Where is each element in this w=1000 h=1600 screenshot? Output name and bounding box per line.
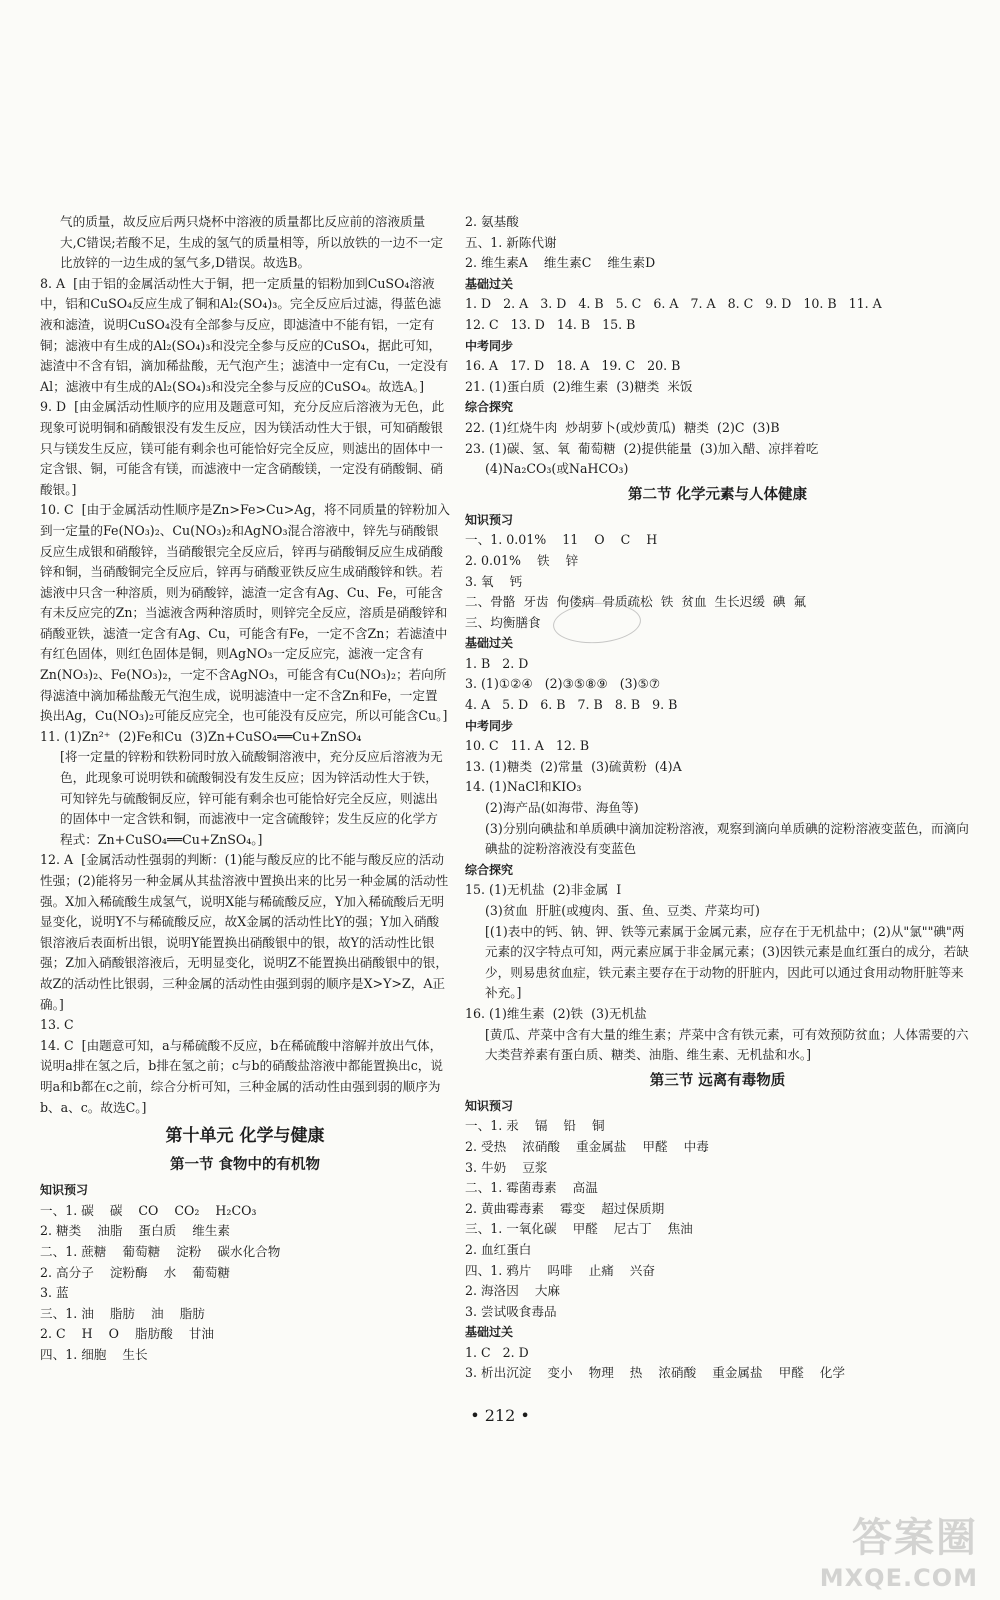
answer-line: 2. 糖类 油脂 蛋白质 维生素 <box>40 1223 230 1239</box>
answer-line: 2. C H O 脂肪酸 甘油 <box>40 1326 214 1342</box>
answer-line: 4. A 5. D 6. B 7. B 8. B 9. B <box>465 697 678 713</box>
answer-line: 2. 血红蛋白 <box>465 1241 532 1257</box>
answer-line: 1. D 2. A 3. D 4. B 5. C 6. A 7. A 8. C 9. D 10. B 11. A <box>465 296 882 312</box>
subsection-label: 基础过关 <box>465 636 514 651</box>
explanation-text: (3)分别向碘盐和单质碘中滴加淀粉溶液，观察到滴向单质碘的淀粉溶液变蓝色，而滴向碘盐的淀粉溶液没有变蓝色 <box>485 820 969 857</box>
answer-line: 一、1. 0.01% 11 O C H <box>465 532 658 548</box>
answer-line: 2. 受热 浓硝酸 重金属盐 甲醛 中毒 <box>465 1138 709 1154</box>
subsection-label: 基础过关 <box>465 1325 514 1340</box>
answer-line: 2. 0.01% 铁 锌 <box>465 552 579 568</box>
answer-line: 3. 牛奶 豆浆 <box>465 1159 548 1175</box>
watermark-en: MXQE.COM <box>819 1564 978 1592</box>
answer-line: 二、1. 霉菌毒素 高温 <box>465 1180 598 1196</box>
answer-line: 3. 析出沉淀 变小 物理 热 浓硝酸 重金属盐 甲醛 化学 <box>465 1365 845 1381</box>
subsection-label: 综合探究 <box>465 400 514 415</box>
answer-line: 23. (1)碳、氢、氧 葡萄糖 (2)提供能量 (3)加入醋、凉拌着吃 <box>465 440 819 456</box>
section-title: 第三节 远离有毒物质 <box>649 1072 786 1089</box>
answer-line: 2. 氨基酸 <box>465 214 519 229</box>
subsection-label: 知识预习 <box>465 512 514 527</box>
answer-line: 3. 蓝 <box>40 1285 69 1301</box>
answer-line: 12. A [金属活动性强弱的判断：(1)能与酸反应的比不能与酸反应的活动性强；(2)能将另一种金属从其盐溶液中置换出来的比另一种金属的活动性强。X加入稀硫酸生成氢气，说明X能与稀硫酸反应，Y加入稀硫酸后无明显变化，说明Y不与稀硫酸反应，故X金属的活动性比Y的强；Y加入硝酸银溶液后表面析出银，说明Y能置换出硝酸银中的银，故Y的活动性比银强；Z加入硝酸银溶液后，无明显变化，说明Z不能置换出硝酸银中的银，故Z的活动性比银弱，三种金属的活动性由强到弱的顺序是X>Y>Z，A正确。] <box>40 852 449 1012</box>
answer-line: 8. A [由于铝的金属活动性大于铜，把一定质量的铝粉加到CuSO₄溶液中，铝和CuSO₄反应生成了铜和Al₂(SO₄)₃。完全反应后过滤，得蓝色滤液和滤渣，说明CuSO₄没有全部参与反应，即滤渣中不能有铝，一定有铜；滤液中有生成的Al₂(SO₄)₃和没完全参与反应的CuSO₄，据此可知，滤渣中不含有铝，滴加稀盐酸，无气泡产生；滤渣中一定有Cu，一定没有Al；滤液中有生成的Al₂(SO₄)₃和没完全参与反应的CuSO₄。故选A。] <box>40 275 449 394</box>
answer-line: 3. (1)①②④ (2)③⑤⑧⑨ (3)⑤⑦ <box>465 676 661 692</box>
answer-line: 2. 黄曲霉毒素 霉变 超过保质期 <box>465 1200 665 1216</box>
answer-line: 21. (1)蛋白质 (2)维生素 (3)糖类 米饭 <box>465 378 693 394</box>
section-title: 第一节 食物中的有机物 <box>169 1157 321 1174</box>
answer-line: 2. 高分子 淀粉酶 水 葡萄糖 <box>40 1264 230 1280</box>
answer-line: 三、1. 油 脂肪 油 脂肪 <box>40 1305 205 1321</box>
answer-line: 三、均衡膳食 <box>465 614 541 630</box>
answer-line: 二、骨骼 牙齿 佝偻病 骨质疏松 铁 贫血 生长迟缓 碘 氟 <box>465 594 807 610</box>
explanation-text: [将一定量的锌粉和铁粉同时放入硫酸铜溶液中，充分反应后溶液为无色，此现象可说明铁和硫酸铜没有发生反应；因为锌活动性大于铁，可知锌先与硫酸铜反应，锌可能有剩余也可能恰好完全反应，则滤出的固体中一定含铁和铜，而滤液中一定含硫酸锌；发生反应的化学方程式：Zn+CuSO₄══Cu+ZnSO₄。] <box>60 749 443 847</box>
explanation-text: (3)贫血 肝脏(或瘦肉、蛋、鱼、豆类、芹菜均可) <box>485 903 760 918</box>
answer-line: 10. C 11. A 12. B <box>465 738 590 754</box>
answer-line: 3. 氧 钙 <box>465 573 523 589</box>
watermark-cn: 答案圈 <box>852 1515 978 1561</box>
answer-line: 3. 尝试吸食毒品 <box>465 1303 557 1319</box>
answer-line: 四、1. 鸦片 吗啡 止痛 兴奋 <box>465 1262 655 1278</box>
subsection-label: 中考同步 <box>465 338 514 353</box>
answer-line: 16. (1)维生素 (2)铁 (3)无机盐 <box>465 1005 647 1021</box>
answer-line: 五、1. 新陈代谢 <box>465 234 557 250</box>
subsection-label: 基础过关 <box>465 276 514 291</box>
answer-line: 三、1. 一氧化碳 甲醛 尼古丁 焦油 <box>465 1221 693 1237</box>
answer-line: 一、1. 汞 镉 铅 铜 <box>465 1118 605 1134</box>
explanation-text: (4)Na₂CO₃(或NaHCO₃) <box>485 461 629 477</box>
answer-line: 12. C 13. D 14. B 15. B <box>465 316 636 332</box>
section-title: 第二节 化学元素与人体健康 <box>627 486 808 503</box>
answer-line: 2. 维生素A 维生素C 维生素D <box>465 255 656 271</box>
answer-line: 9. D [由金属活动性顺序的应用及题意可知，充分反应后溶液为无色，此现象可说明铜和硝酸银没有发生反应，因为镁活动性大于银，可知硝酸银只与镁发生反应，镁可能有剩余也可能恰好完全反应，则滤出的固体中一定含银、铜，可能含有镁，而滤液中一定含硝酸镁，一定没有硝酸铜、硝酸银。] <box>40 399 445 497</box>
answer-line: 四、1. 细胞 生长 <box>40 1346 148 1362</box>
explanation-text: [(1)表中的钙、钠、钾、铁等元素属于金属元素，应存在于无机盐中；(2)从"氯""碘"两元素的汉字特点可知，两元素应属于非金属元素；(3)因铁元素是血红蛋白的成分，若缺少，则易患贫血症，铁元素主要存在于动物的肝脏内，因此可以通过食用动物肝脏等来补充。] <box>485 923 969 1001</box>
explanation-text: (2)海产品(如海带、海鱼等) <box>485 800 639 816</box>
subsection-label: 知识预习 <box>40 1183 89 1198</box>
subsection-label: 知识预习 <box>465 1098 514 1113</box>
answer-line: 1. B 2. D <box>465 655 529 671</box>
answer-line: 10. C [由于金属活动性顺序是Zn>Fe>Cu>Ag，将不同质量的锌粉加入到一定量的Fe(NO₃)₂、Cu(NO₃)₂和AgNO₃混合溶液中，锌先与硝酸银反应生成银和硝酸锌，当硝酸银完全反应后，锌再与硝酸铜反应生成硝酸锌和铜，当硝酸铜完全反应后，锌再与硝酸亚铁反应生成硝酸锌和铁。若滤液中只含一种溶质，则为硝酸锌，滤渣一定含有Ag、Cu、Fe，可能含有未反应完的Zn；当滤液含两种溶质时，则锌完全反应，溶质是硝酸锌和硝酸亚铁，滤渣一定含有Ag、Cu，可能含有Fe，一定不含Zn；若滤渣中有红色固体，则红色固体是铜，则AgNO₃一定反应完，滤液一定含有Zn(NO₃)₂、Fe(NO₃)₂，一定不含AgNO₃，可能含有Cu(NO₃)₂；若向所得滤渣中滴加稀盐酸无气泡生成，说明滤渣中一定不含Zn和Fe，一定置换出Ag，Cu(NO₃)₂可能反应完全，也可能没有反应完，所以可能含Cu。] <box>40 502 450 724</box>
answer-line: 14. (1)NaCl和KIO₃ <box>465 779 582 795</box>
answer-line: 14. C [由题意可知，a与稀硫酸不反应，b在稀硫酸中溶解并放出气体，说明a排在氢之后，b排在氢之前；c与b的硝酸盐溶液中都能置换出c，说明a和b都在c之前，综合分析可知，三种金属的活动性由强到弱的顺序为b、a、c。故选C。] <box>40 1037 443 1115</box>
explanation-text: 气的质量，故反应后两只烧杯中溶液的质量都比反应前的溶液质量大,C错误;若酸不足，生成的氢气的质量相等，所以放铁的一边不一定比放锌的一边生成的氢气多,D错误。故选B。 <box>60 214 444 271</box>
answer-line: 二、1. 蔗糖 葡萄糖 淀粉 碳水化合物 <box>40 1243 281 1259</box>
answer-line: 15. (1)无机盐 (2)非金属 I <box>465 882 622 898</box>
answer-line: 13. C <box>40 1017 74 1033</box>
subsection-label: 中考同步 <box>465 718 514 733</box>
answer-line: 一、1. 碳 碳 CO CO₂ H₂CO₃ <box>40 1202 257 1218</box>
answer-line: 16. A 17. D 18. A 19. C 20. B <box>465 358 681 374</box>
watermark-logo <box>808 1506 978 1592</box>
answer-line: 11. (1)Zn²⁺ (2)Fe和Cu (3)Zn+CuSO₄══Cu+ZnSO₄ <box>40 728 362 744</box>
right-column <box>465 212 970 1384</box>
page-number: • 212 • <box>470 1406 530 1425</box>
answer-line: 2. 海洛因 大麻 <box>465 1283 561 1299</box>
unit-title: 第十单元 化学与健康 <box>165 1126 325 1147</box>
left-column <box>40 212 450 1365</box>
answer-line: 22. (1)红烧牛肉 炒胡萝卜(或炒黄瓜) 糖类 (2)C (3)B <box>465 419 780 435</box>
explanation-text: [黄瓜、芹菜中含有大量的维生素；芹菜中含有铁元素，可有效预防贫血；人体需要的六大类营养素有蛋白质、糖类、油脂、维生素、无机盐和水。] <box>485 1026 969 1063</box>
answer-line: 1. C 2. D <box>465 1344 529 1360</box>
subsection-label: 综合探究 <box>465 862 514 877</box>
answer-line: 13. (1)糖类 (2)常量 (3)硫黄粉 (4)A <box>465 758 682 774</box>
